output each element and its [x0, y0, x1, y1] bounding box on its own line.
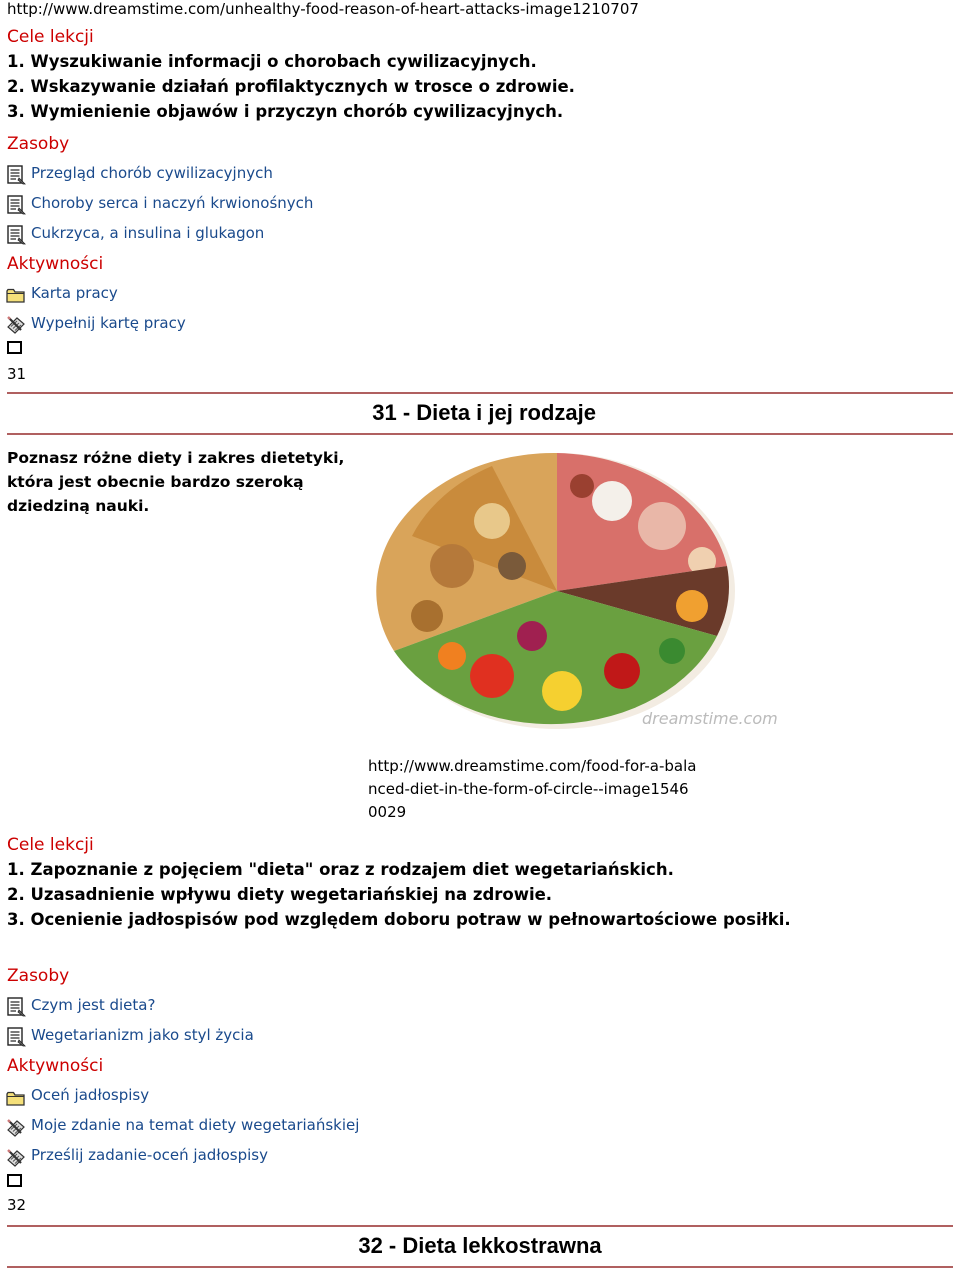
- activity-link[interactable]: Prześlij zadanie-oceń jadłospisy: [31, 1146, 268, 1164]
- svg-text:dreamstime.com: dreamstime.com: [642, 709, 778, 728]
- goal-item: 2. Uzasadnienie wpływu diety wegetariańskiej na zdrowie.: [7, 885, 553, 904]
- resources-heading: Zasoby: [7, 966, 70, 986]
- goals-heading: Cele lekcji: [7, 835, 94, 855]
- document-icon: [6, 195, 26, 215]
- food-circle-image: [372, 446, 778, 736]
- resource-link[interactable]: Choroby serca i naczyń krwionośnych: [31, 194, 314, 212]
- activities-heading: Aktywności: [7, 254, 104, 274]
- section-rule-top: [7, 392, 953, 394]
- activity-link[interactable]: Moje zdanie na temat diety wegetariańskiej: [31, 1116, 360, 1134]
- section-rule-bottom: [7, 433, 953, 435]
- activities-heading: Aktywności: [7, 1056, 104, 1076]
- goal-item: 1. Zapoznanie z pojęciem "dieta" oraz z rodzajem diet wegetariańskich.: [7, 860, 674, 879]
- document-icon: [6, 165, 26, 185]
- goals-heading: Cele lekcji: [7, 27, 94, 47]
- activity-link[interactable]: Oceń jadłospisy: [31, 1086, 150, 1104]
- document-icon: [6, 997, 26, 1017]
- goal-item: 3. Wymienienie objawów i przyczyn chorób cywilizacyjnych.: [7, 102, 564, 121]
- goal-item: 1. Wyszukiwanie informacji o chorobach cywilizacyjnych.: [7, 52, 537, 71]
- source-url: http://www.dreamstime.com/unhealthy-food-reason-of-heart-attacks-image1210707: [7, 0, 639, 18]
- resource-link[interactable]: Czym jest dieta?: [31, 996, 156, 1014]
- goal-item: 3. Ocenienie jadłospisów pod względem doboru potraw w pełnowartościowe posiłki.: [7, 910, 791, 929]
- resource-link[interactable]: Cukrzyca, a insulina i glukagon: [31, 224, 265, 242]
- activity-link[interactable]: Karta pracy: [31, 284, 118, 302]
- resource-link[interactable]: Przegląd chorób cywilizacyjnych: [31, 164, 273, 182]
- section-rule-top: [7, 1225, 953, 1227]
- section-intro: Poznasz różne diety i zakres dietetyki, która jest obecnie bardzo szeroką dziedziną nauki.: [7, 449, 345, 515]
- image-caption-url[interactable]: http://www.dreamstime.com/food-for-a-balanced-diet-in-the-form-of-circle--image15460029: [368, 757, 697, 821]
- document-icon: [6, 1027, 26, 1047]
- section-rule-bottom: [7, 1266, 953, 1268]
- resource-link[interactable]: Wegetarianizm jako styl życia: [31, 1026, 254, 1044]
- section-title: 31 - Dieta i jej rodzaje: [372, 400, 596, 425]
- activity-link[interactable]: Wypełnij kartę pracy: [31, 314, 186, 332]
- section-checkbox[interactable]: [7, 341, 22, 354]
- goal-item: 2. Wskazywanie działań profilaktycznych w trosce o zdrowie.: [7, 77, 575, 96]
- section-number: 32: [7, 1196, 27, 1214]
- assignment-icon: [6, 1117, 26, 1137]
- resources-heading: Zasoby: [7, 134, 70, 154]
- assignment-icon: [6, 314, 26, 334]
- folder-icon: [6, 285, 26, 305]
- assignment-icon: [6, 1147, 26, 1167]
- section-title: 32 - Dieta lekkostrawna: [358, 1233, 602, 1258]
- section-checkbox[interactable]: [7, 1174, 22, 1187]
- section-number: 31: [7, 365, 27, 383]
- document-icon: [6, 225, 26, 245]
- folder-icon: [6, 1088, 26, 1108]
